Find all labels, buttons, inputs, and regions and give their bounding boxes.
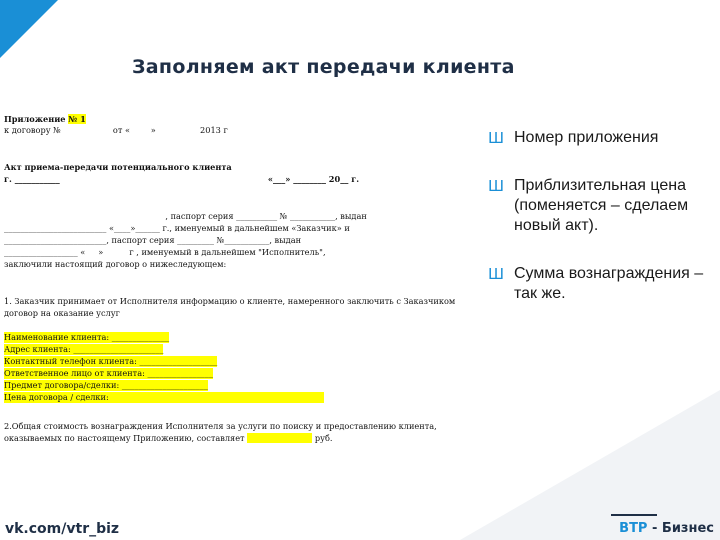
doc-line-act-title: Акт приема-передачи потенциального клиента <box>4 162 232 172</box>
corner-accent <box>0 0 58 58</box>
doc-field-client-phone: Контактный телефон клиента: ___________________ <box>4 356 218 366</box>
doc-line-executor: __________________ « » г , именуемый в дальнейшем "Исполнитель", <box>4 247 326 257</box>
corner-shade <box>460 390 720 540</box>
doc-line-customer: _________________________ «____»______ г., именуемый в дальнейшем «Заказчик» и <box>4 223 350 233</box>
doc-field-client-address: Адрес клиента: ______________________ <box>4 344 164 354</box>
footer-link[interactable]: vk.com/vtr_biz <box>5 521 120 537</box>
bullet-mark-icon: Ш <box>488 129 505 147</box>
doc-line-agreement: заключили настоящий договор о нижеследующем: <box>4 259 227 269</box>
doc-field-subject: Предмет договора/сделки: _____________________ <box>4 380 208 390</box>
doc-line-clause-1b: договор на оказание услуг <box>4 308 120 318</box>
doc-line-passport-2: _________________________, паспорт серия _________ №___________, выдан <box>4 235 302 245</box>
doc-field-fee <box>247 433 312 443</box>
document-scan <box>0 110 473 450</box>
bullet-mark-icon: Ш <box>488 177 505 195</box>
footer-brand: ВТР - Бизнес <box>619 521 714 536</box>
doc-line-clause-2b: оказываемых по настоящему Приложению, составляет руб. <box>4 433 333 443</box>
bullet-item: Ш Сумма вознаграждения – так же. <box>488 265 704 302</box>
doc-field-client-name: Наименование клиента: ______________ <box>4 332 170 342</box>
bullet-mark-icon: Ш <box>488 265 505 283</box>
bullet-item: Ш Номер приложения <box>488 129 659 147</box>
doc-line-clause-1: 1. Заказчик принимает от Исполнителя информацию о клиенте, намеренного заключить с Заказчиком <box>4 296 456 306</box>
doc-line-contract: к договору № от « » 2013 г <box>4 125 228 135</box>
slide-title: Заполняем акт передачи клиента <box>132 56 515 78</box>
bullet-item: Ш Приблизительная цена (поменяется – сделаем новый акт). <box>488 177 689 234</box>
doc-line-appendix: Приложение № 1 <box>4 114 86 124</box>
doc-line-passport-1: , паспорт серия __________ № ___________, выдан <box>4 211 367 221</box>
doc-line-clause-2: 2.Общая стоимость вознаграждения Исполнителя за услуги по поиску и предоставлению клиента, <box>4 421 437 431</box>
doc-field-price: Цена договора / сделки: <box>4 392 324 403</box>
bullet-list <box>488 128 714 304</box>
doc-line-city-date: г. ___________ «___» ________ 20__ г. <box>4 174 360 184</box>
footer-divider <box>611 514 657 516</box>
doc-field-contact-person: Ответственное лицо от клиента: ________________ <box>4 368 213 378</box>
